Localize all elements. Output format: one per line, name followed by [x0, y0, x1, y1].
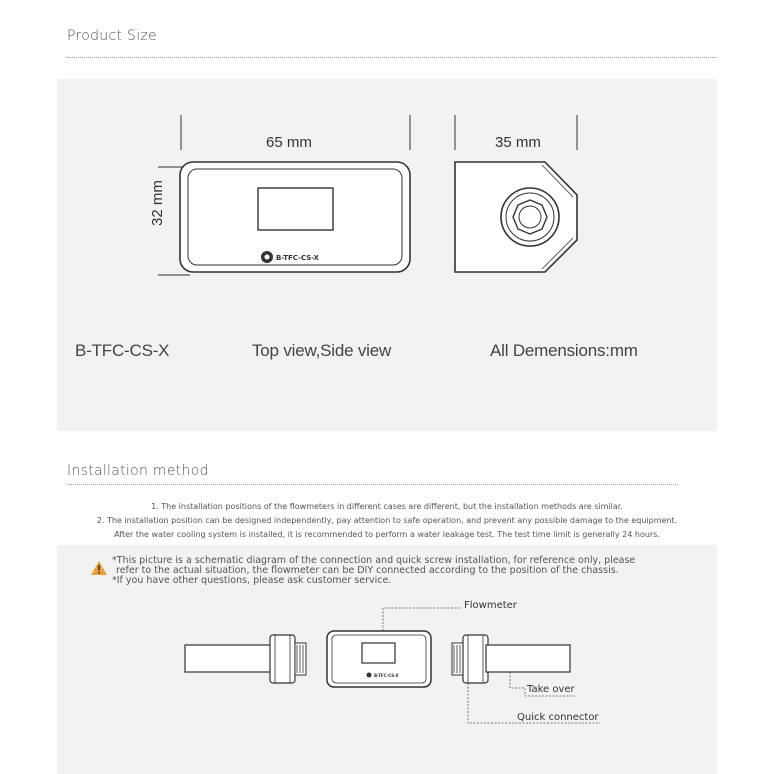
flowmeter-diagram	[327, 631, 431, 687]
product-size-divider	[67, 57, 717, 58]
device-label-diagram: B-TFC-CS-X	[374, 673, 399, 678]
callout-flowmeter: Flowmeter	[464, 600, 517, 611]
quick-connector-right-icon	[452, 635, 488, 683]
quick-connector-left-icon	[270, 635, 306, 683]
install-note-1: 1. The installation positions of the flowmeters in different cases are different, but the installation methods are similar.	[151, 502, 623, 511]
installation-divider	[67, 484, 678, 485]
caption-units: All Demensions:mm	[490, 341, 638, 360]
dim-depth: 35 mm	[495, 134, 541, 151]
flowmeter-screen	[258, 188, 333, 230]
tube-right	[486, 645, 570, 672]
warning-icon	[91, 561, 107, 575]
dim-height: 32 mm	[149, 180, 166, 226]
callout-quick-connector: Quick connector	[517, 712, 599, 723]
side-port-icon	[501, 188, 559, 246]
warning-line-2: refer to the actual situation, the flowmeter can be DIY connected according to the position of the chassis.	[116, 565, 619, 576]
product-size-title: Product Size	[67, 28, 157, 44]
callout-take-over: Take over	[527, 684, 575, 695]
brand-logo-icon	[261, 251, 273, 263]
install-note-2: 2. The installation position can be designed independently, pay attention to safe operation, and prevent any possible damage to the equipment.	[96, 516, 678, 525]
device-label-top: B-TFC-CS-X	[276, 254, 320, 262]
warning-line-3: *If you have other questions, please ask customer service.	[112, 575, 392, 586]
tube-left	[185, 645, 277, 672]
installation-title: Installation method	[67, 463, 209, 479]
install-note-3: After the water cooling system is installed, it is recommended to perform a water leakage test. The test time limit is generally 24 hours.	[114, 530, 660, 539]
caption-views: Top view,Side view	[252, 341, 392, 360]
dim-width: 65 mm	[266, 134, 312, 151]
caption-model: B-TFC-CS-X	[75, 341, 170, 360]
warning-line-1: *This picture is a schematic diagram of the connection and quick screw installation, for reference only, please	[112, 555, 636, 566]
